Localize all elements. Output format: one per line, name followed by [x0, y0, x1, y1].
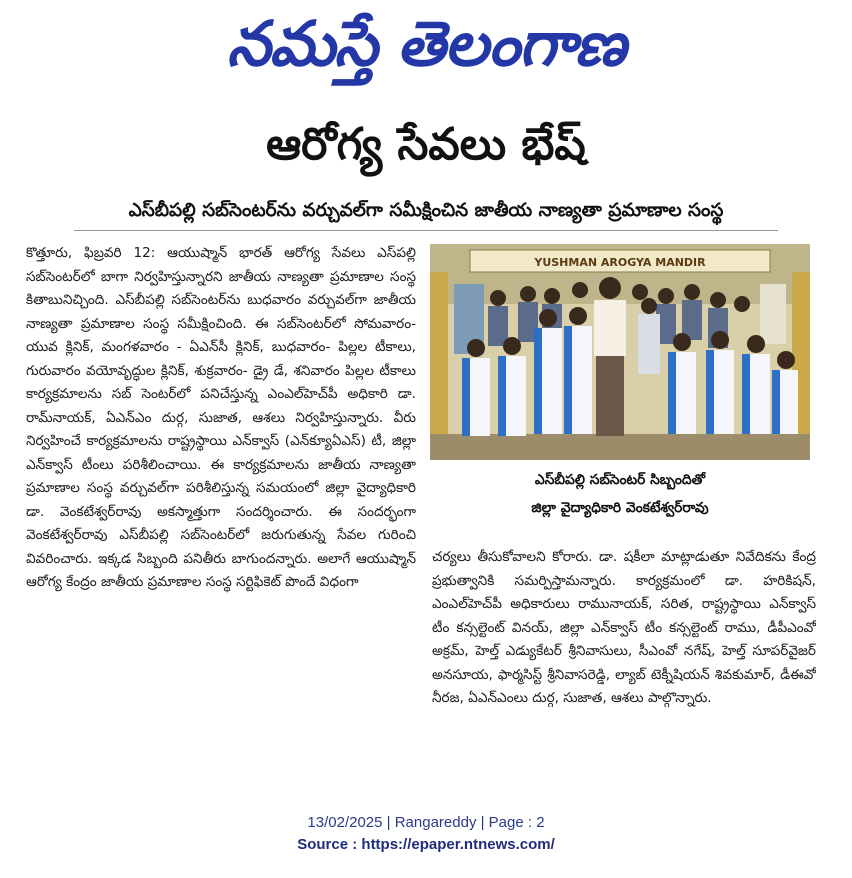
photo-banner-text: YUSHMAN AROGYA MANDIR	[534, 256, 706, 269]
article-photo	[430, 244, 810, 460]
article-column-left	[26, 242, 416, 790]
photo-caption-line2: జిల్లా వైద్యాధికారి వెంకటేశ్వర్‌రావు	[531, 500, 709, 516]
photo-caption	[430, 466, 810, 528]
photo-caption-line1: ఎస్‌బీపల్లి సబ్‌సెంటర్ సిబ్బందితో	[534, 472, 706, 488]
subhead-divider	[74, 230, 778, 231]
page-footer	[0, 812, 852, 856]
footer-source-link[interactable]: Source : https://epaper.ntnews.com/	[297, 836, 555, 853]
footer-date-line: 13/02/2025 | Rangareddy | Page : 2	[307, 814, 545, 831]
article-body-right: చర్యలు తీసుకోవాలని కోరారు. డా. షకీలా మాట్లాడుతూ నివేదికను కేంద్ర ప్రభుత్వానికి సమర్పిస్తామన్నారు. కార్యక్రమంలో డా. హరికిషన్, ఎంఎల్‌హెచ్‌పీ అధికారులు రామునాయక్, సరిత, రాష్ట్రస్థాయి ఎన్‌క్వాస్ టీం కన్సల్టెంట్ వినయ్, జిల్లా ఎన్‌క్వాస్ టీం కన్సల్టెంట్ రాము, డీపీఎంవో అక్రమ్, హెల్త్ ఎడ్యుకేటర్ శ్రీనివాసులు, సీఎంవో నగేష్, హెల్త్ సూపర్‌వైజర్ అనసూయ, ఫార్మసిస్ట్ శ్రీనివాసరెడ్డి, ల్యాబ్ టెక్నీషియన్ శివకుమార్, డీఈవో నీరజ, ఏఎన్‌ఎంలు దుర్గ, సుజాత, ఆశలు పాల్గొన్నారు.	[432, 549, 816, 706]
article-headline: ఆరోగ్య సేవలు భేష్	[266, 119, 586, 170]
article-column-right	[432, 546, 816, 790]
article-subheadline: ఎస్‌బీపల్లి సబ్‌సెంటర్‌ను వర్చువల్‌గా సమీక్షించిన జాతీయ నాణ్యతా ప్రమాణాల సంస్థ	[128, 200, 724, 221]
newspaper-masthead: నమస్తే తెలంగాణ	[226, 7, 626, 80]
group-photo-illustration	[430, 244, 810, 460]
article-body-left: కొత్తూరు, ఫిబ్రవరి 12: ఆయుష్మాన్ భారత్ ఆరోగ్య సేవలు ఎస్‌పల్లి సబ్‌సెంటర్‌లో బాగా నిర్వహిస్తున్నారని జాతీయ నాణ్యతా ప్రమాణాల సంస్థ కితాబునిచ్చింది. ఎస్‌బీపల్లి సబ్‌సెంటర్‌ను బుధవారం వర్చువల్‌గా జాతీయ నాణ్యతా ప్రమాణాల సంస్థ సమీక్షించింది. ఈ సబ్‌సెంటర్‌లో సోమవారం- యువ క్లినిక్, మంగళవారం - ఏఎన్‌సీ క్లినిక్, బుధవారం- పిల్లల టీకాలు, గురువారం వయోవృద్ధుల క్లినిక్, శుక్రవారం- డ్రై డే, శనివారం పిల్లల టీకాలు కార్యక్రమాలను సబ్ సెంటర్‌లో పనిచేస్తున్న ఎంఎల్‌హెచ్‌పీ అధికారి డా. రామ్‌నాయక్, ఏఎన్‌ఎం దుర్గ, సుజాత, ఆశలు నిర్వహిస్తున్నారు. వీరు నిర్వహించే కార్యక్రమాలను రాష్ట్రస్థాయి ఎన్‌క్వాస్ (ఎన్‌క్యూఏఎస్) టీ, జిల్లా ఎన్‌క్వాస్ టీంలు పరిశీలించాయి. ఈ కార్యక్రమాలను జాతీయ నాణ్యతా ప్రమాణాల సంస్థ వర్చువల్‌గా పరిశీలిస్తున్న సమయంలో జిల్లా వైద్యాధికారి డా. వెంకటేశ్వర్‌రావు అకస్మాత్తుగా సందర్శించారు. ఈ సందర్భంగా వెంకటేశ్వర్‌రావు ఎస్‌బీపల్లి సబ్‌సెంటర్‌లో జరుగుతున్న సేవల గురించి వివరించారు. ఇక్కడ సిబ్బంది పనితీరు బాగుందన్నారు. అలాగే ఆయుష్మాన్ ఆరోగ్య కేంద్రం జాతీయ ప్రమాణాల సంస్థ సర్టిఫికెట్ పొందే విధంగా	[26, 245, 416, 590]
